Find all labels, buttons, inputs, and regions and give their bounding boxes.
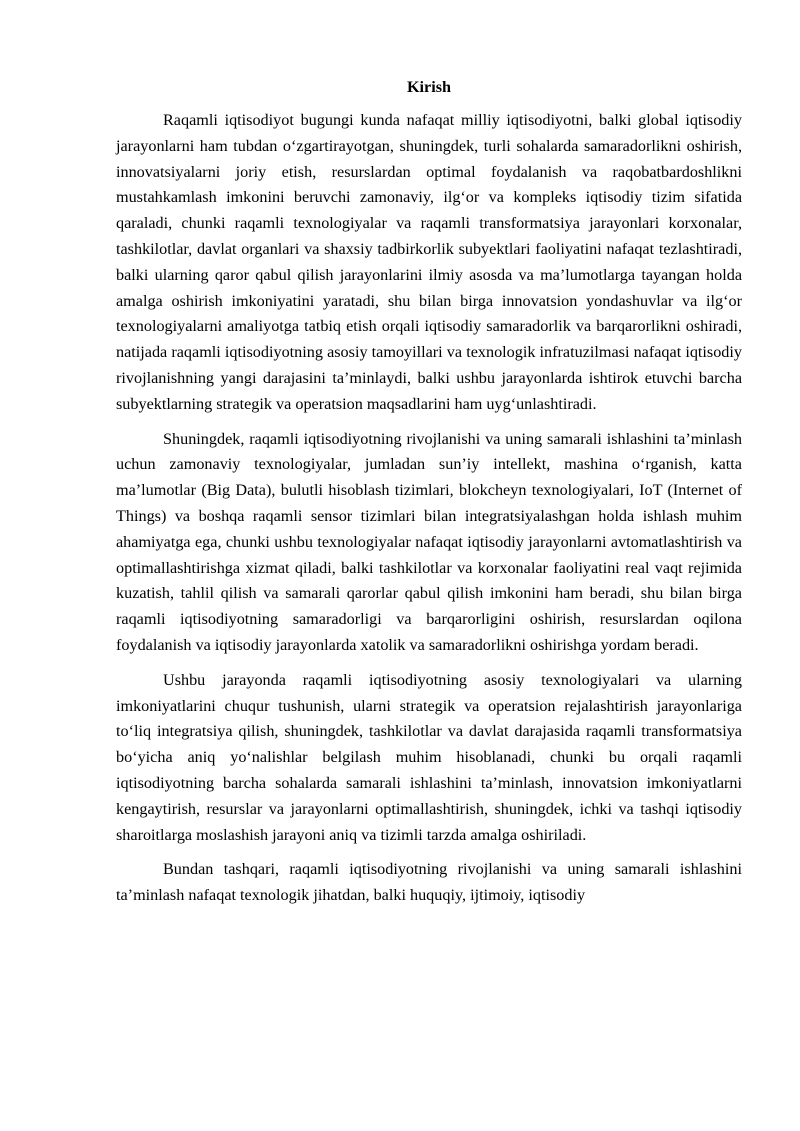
paragraph-2: Shuningdek, raqamli iqtisodiyotning rivojlanishi va uning samarali ishlashini taʼminlash uchun zamonaviy texnologiyalar, jumladan sunʼiy intellekt, mashina oʻrganish, katta maʼlumotlar (Big Data), bulutli hisoblash tizimlari, blokcheyn texnologiyalari, IoT (Internet of Things) va boshqa raqamli sensor tizimlari bilan integratsiyalashgan holda ishlash muhim ahamiyatga ega, chunki ushbu texnologiyalar nafaqat iqtisodiy jarayonlarni avtomatlashtirish va optimallashtirishga xizmat qiladi, balki tashkilotlar va korxonalar faoliyatini real vaqt rejimida kuzatish, tahlil qilish va samarali qarorlar qabul qilish imkonini ham beradi, shu bilan birga raqamli iqtisodiyotning samaradorligi va barqarorligini oshirish, resurslardan oqilona foydalanish va iqtisodiy jarayonlarda xatolik va samaradorlikni oshirishga yordam beradi. (116, 429, 742, 654)
document-title: Kirish (406, 78, 452, 96)
paragraph-1: Raqamli iqtisodiyot bugungi kunda nafaqat milliy iqtisodiyotni, balki global iqtisodiy jarayonlarni ham tubdan oʻzgartirayotgan, shuningdek, turli sohalarda samaradorlikni oshirish, innovatsiyalarni joriy etish, resurslardan optimal foydalanish va raqobatbardoshlikni mustahkamlash imkonini beruvchi zamonaviy, ilgʻor va kompleks iqtisodiy tizim sifatida qaraladi, chunki raqamli texnologiyalar va raqamli transformatsiya jarayonlari korxonalar, tashkilotlar, davlat organlari va shaxsiy tadbirkorlik subyektlari faoliyatini nafaqat tezlashtiradi, balki ularning qaror qabul qilish jarayonlarini ilmiy asosda va maʼlumotlarga tayangan holda amalga oshirish imkoniyatini yaratadi, shu bilan birga innovatsion yondashuvlar va ilgʻor texnologiyalarni amaliyotga tatbiq etish orqali iqtisodiy samaradorlik va barqarorlikni oshiradi, natijada raqamli iqtisodiyotning asosiy tamoyillari va texnologik infratuzilmasi nafaqat iqtisodiy rivojlanishning yangi darajasini taʼminlaydi, balki ushbu jarayonlarda ishtirok etuvchi barcha subyektlarning strategik va operatsion maqsadlarini ham uygʻunlashtiradi. (116, 111, 742, 413)
document-body (116, 72, 742, 918)
paragraph-3: Ushbu jarayonda raqamli iqtisodiyotning asosiy texnologiyalari va ularning imkoniyatlarini chuqur tushunish, ularni strategik va operatsion rejalashtirish jarayonlariga toʻliq integratsiya qilish, shuningdek, tashkilotlar va davlat darajasida raqamli transformatsiya boʻyicha aniq yoʻnalishlar belgilash muhim hisoblanadi, chunki bu orqali raqamli iqtisodiyotning barcha sohalarda samarali ishlashini taʼminlash, innovatsion imkoniyatlarni kengaytirish, resurslar va jarayonlarni optimallashtirish, shuningdek, ichki va tashqi iqtisodiy sharoitlarga moslashish jarayoni aniq va tizimli tarzda amalga oshiriladi. (116, 670, 742, 844)
paragraph-4: Bundan tashqari, raqamli iqtisodiyotning rivojlanishi va uning samarali ishlashini taʼminlash nafaqat texnologik jihatdan, balki huquqiy, ijtimoiy, iqtisodiy (116, 860, 742, 905)
